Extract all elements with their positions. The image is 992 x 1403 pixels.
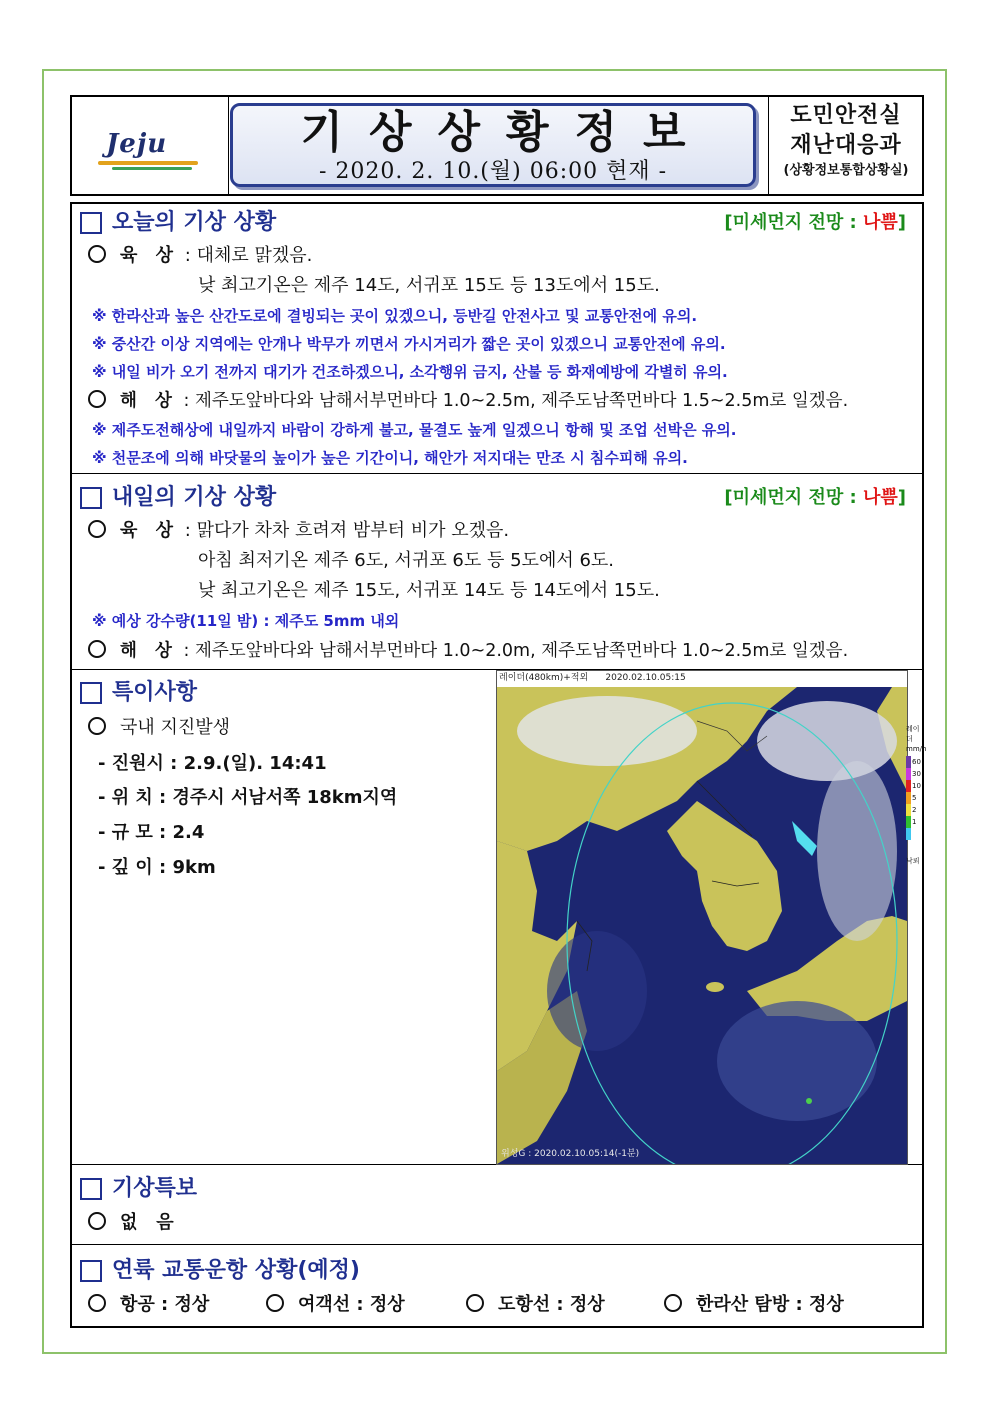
circle-bullet-icon	[466, 1294, 484, 1312]
section-special-heading: 특이사항	[80, 678, 197, 708]
circle-bullet-icon	[88, 640, 106, 658]
tomorrow-land-min: 아침 최저기온 제주 6도, 서귀포 6도 등 5도에서 6도.	[198, 550, 615, 571]
transport-island-ferry: 도항선 : 정상	[466, 1291, 605, 1319]
report-title: 기상상황정보	[300, 107, 712, 158]
today-note-3: ※ 내일 비가 오기 전까지 대기가 건조하겠으니, 소각행위 금지, 산불 등 화재예방에 각별히 유의.	[92, 363, 728, 381]
dept-line3: (상황정보통합상황실)	[783, 163, 909, 178]
checkbox-icon	[80, 1260, 102, 1282]
tomorrow-sea-row: 해 상 : 제주도앞바다와 남해서부먼바다 1.0~2.0m, 제주도남쪽먼바다 1.0~2.5m로 일겠음.	[88, 637, 848, 665]
dept-line1: 도민안전실	[790, 103, 902, 128]
quake-location: - 위 치 : 경주시 서남서쪽 18km지역	[98, 787, 398, 808]
today-sea-note-2: ※ 천문조에 의해 바닷물의 높이가 높은 기간이니, 해안가 저지대는 만조 시 침수피해 유의.	[92, 449, 688, 467]
report-header	[70, 95, 924, 196]
department	[768, 97, 923, 194]
legend-lightning: 낙뢰	[906, 857, 920, 865]
circle-bullet-icon	[88, 245, 106, 263]
today-sea-note-1: ※ 제주도전해상에 내일까지 바람이 강하게 불고, 물결도 높게 일겠으니 항해 및 조업 선박은 유의.	[92, 421, 737, 439]
circle-bullet-icon	[664, 1294, 682, 1312]
report-date: - 2020. 2. 10.(월) 06:00 현재 -	[318, 159, 668, 184]
legend-value: 2	[912, 806, 917, 814]
report-body	[70, 202, 927, 1328]
dust-forecast-today: [미세먼지 전망 : 나쁨]	[724, 212, 906, 233]
logo-swoosh-icon-2	[112, 167, 192, 170]
quake-depth: - 깊 이 : 9km	[98, 857, 216, 878]
dust-forecast-tomorrow: [미세먼지 전망 : 나쁨]	[724, 487, 906, 508]
transport-airline: 항공 : 정상	[88, 1291, 209, 1319]
circle-bullet-icon	[88, 390, 106, 408]
legend-value: 10	[912, 782, 921, 790]
circle-bullet-icon	[88, 717, 106, 735]
today-note-1: ※ 한라산과 높은 산간도로에 결빙되는 곳이 있겠으니, 등반길 안전사고 및 교통안전에 유의.	[92, 307, 698, 325]
section-warning-heading: 기상특보	[80, 1174, 197, 1204]
today-note-2: ※ 중산간 이상 지역에는 안개나 박무가 끼면서 가시거리가 짧은 곳이 있겠으니 교통안전에 유의.	[92, 335, 726, 353]
legend-value: 1	[912, 818, 917, 826]
logo-text: Jeju	[106, 129, 168, 159]
legend-title: 레이더	[906, 725, 920, 743]
jeju-logo	[72, 97, 229, 194]
legend-value: 60	[912, 758, 921, 766]
quake-time: - 진원시 : 2.9.(일). 14:41	[98, 753, 327, 774]
tomorrow-land-row: 육 상 : 맑다가 차차 흐려져 밤부터 비가 오겠음.	[88, 517, 509, 545]
today-sea-row: 해 상 : 제주도앞바다와 남해서부먼바다 1.0~2.5m, 제주도남쪽먼바다 1.5~2.5m로 일겠음.	[88, 387, 848, 415]
legend-value: 5	[912, 794, 917, 802]
section-transport-heading: 연륙 교통운항 상황(예정)	[80, 1256, 360, 1286]
checkbox-icon	[80, 682, 102, 704]
circle-bullet-icon	[88, 520, 106, 538]
circle-bullet-icon	[266, 1294, 284, 1312]
divider	[72, 1244, 922, 1245]
warning-value: 없 음	[88, 1209, 174, 1237]
radar-legend	[906, 724, 927, 894]
quake-magnitude: - 규 모 : 2.4	[98, 822, 205, 843]
radar-caption-top: 레이더(480km)+적외 2020.02.10.05:15	[499, 673, 686, 683]
transport-ferry: 여객선 : 정상	[266, 1291, 405, 1319]
title-box	[230, 103, 756, 187]
circle-bullet-icon	[88, 1212, 106, 1230]
radar-satellite-image	[496, 670, 908, 1165]
logo-swoosh-icon	[98, 161, 198, 165]
legend-unit: mm/h	[906, 745, 927, 753]
dept-line2: 재난대응과	[790, 133, 902, 158]
today-land-temp: 낮 최고기온은 제주 14도, 서귀포 15도 등 13도에서 15도.	[198, 275, 660, 296]
radar-map-svg	[497, 671, 907, 1164]
checkbox-icon	[80, 212, 102, 234]
legend-value: 30	[912, 770, 921, 778]
checkbox-icon	[80, 487, 102, 509]
section-today-heading: 오늘의 기상 상황	[80, 208, 276, 238]
today-land-row: 육 상 : 대체로 맑겠음.	[88, 242, 312, 270]
tomorrow-rain-note: ※ 예상 강수량(11일 밤) : 제주도 5mm 내외	[92, 612, 400, 630]
checkbox-icon	[80, 1178, 102, 1200]
special-item: 국내 지진발생	[88, 714, 230, 742]
divider	[72, 473, 922, 474]
tomorrow-land-max: 낮 최고기온은 제주 15도, 서귀포 14도 등 14도에서 15도.	[198, 580, 660, 601]
circle-bullet-icon	[88, 1294, 106, 1312]
radar-caption-bottom: 위성G : 2020.02.10.05:14(-1분)	[501, 1149, 640, 1159]
transport-hallasan: 한라산 탐방 : 정상	[664, 1291, 844, 1319]
section-tomorrow-heading: 내일의 기상 상황	[80, 483, 276, 513]
